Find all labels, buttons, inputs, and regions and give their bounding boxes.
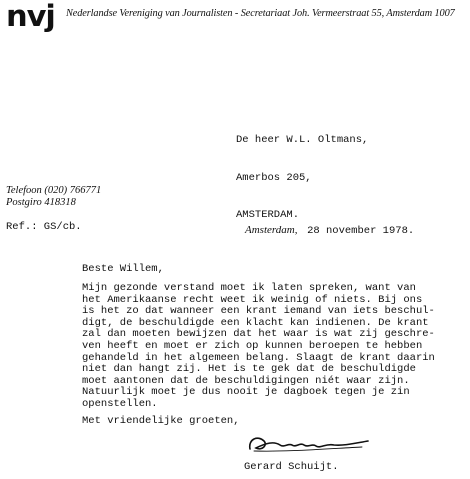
signatory-name: Gerard Schuijt. (244, 461, 339, 473)
body-line: digt, de beschuldigde een klacht kan indienen. De krant (82, 316, 429, 329)
body-line: moet aantonen dat de beschuldigingen niét waar zijn. (82, 374, 410, 387)
body-line: ven heeft en moet er zich op kunnen beroepen te hebben (82, 339, 423, 352)
date-value: 28 november 1978. (307, 225, 415, 237)
body-line: Natuurlijk moet je dus nooit je dagboek tegen je zin (82, 386, 410, 399)
letterhead-organization-line: Nederlandse Vereniging van Journalisten - Secretariaat Joh. Vermeerstraat 55, Amsterdam 1007 (66, 8, 455, 19)
body-line: het Amerikaanse recht weet ik weinig of niets. Bij ons (82, 293, 423, 306)
body-line: zal dan moeten bewijzen dat het waar is wat zij geschre- (82, 328, 435, 341)
body-line: openstellen. (82, 397, 158, 410)
nvj-logo: nvj (6, 0, 55, 33)
date-line (245, 220, 414, 238)
closing-line: Met vriendelijke groeten, (82, 415, 240, 427)
addressee-line: AMSTERDAM. (236, 209, 300, 221)
telephone-line: Telefoon (020) 766771 (6, 185, 102, 196)
date-place: Amsterdam, (245, 224, 298, 236)
body-line: Mijn gezonde verstand moet ik laten spreken, want van (82, 282, 416, 294)
handwritten-signature (244, 431, 374, 457)
contact-block (6, 185, 101, 209)
addressee-line: De heer W.L. Oltmans, (236, 134, 369, 146)
salutation: Beste Willem, (82, 263, 164, 275)
body-line: gehandeld in het algemeen belang. Slaagt de krant daarin (82, 351, 435, 364)
reference-line: Ref.: GS/cb. (6, 221, 82, 233)
body-line: niet dan hangt zij. Het is te gek dat de beschuldigde (82, 363, 416, 376)
letter-body (82, 283, 462, 411)
body-line: is het zo dat wanneer een krant iemand van iets beschul- (82, 305, 435, 318)
postgiro-line: Postgiro 418318 (6, 197, 76, 208)
addressee-line: Amerbos 205, (236, 171, 312, 184)
